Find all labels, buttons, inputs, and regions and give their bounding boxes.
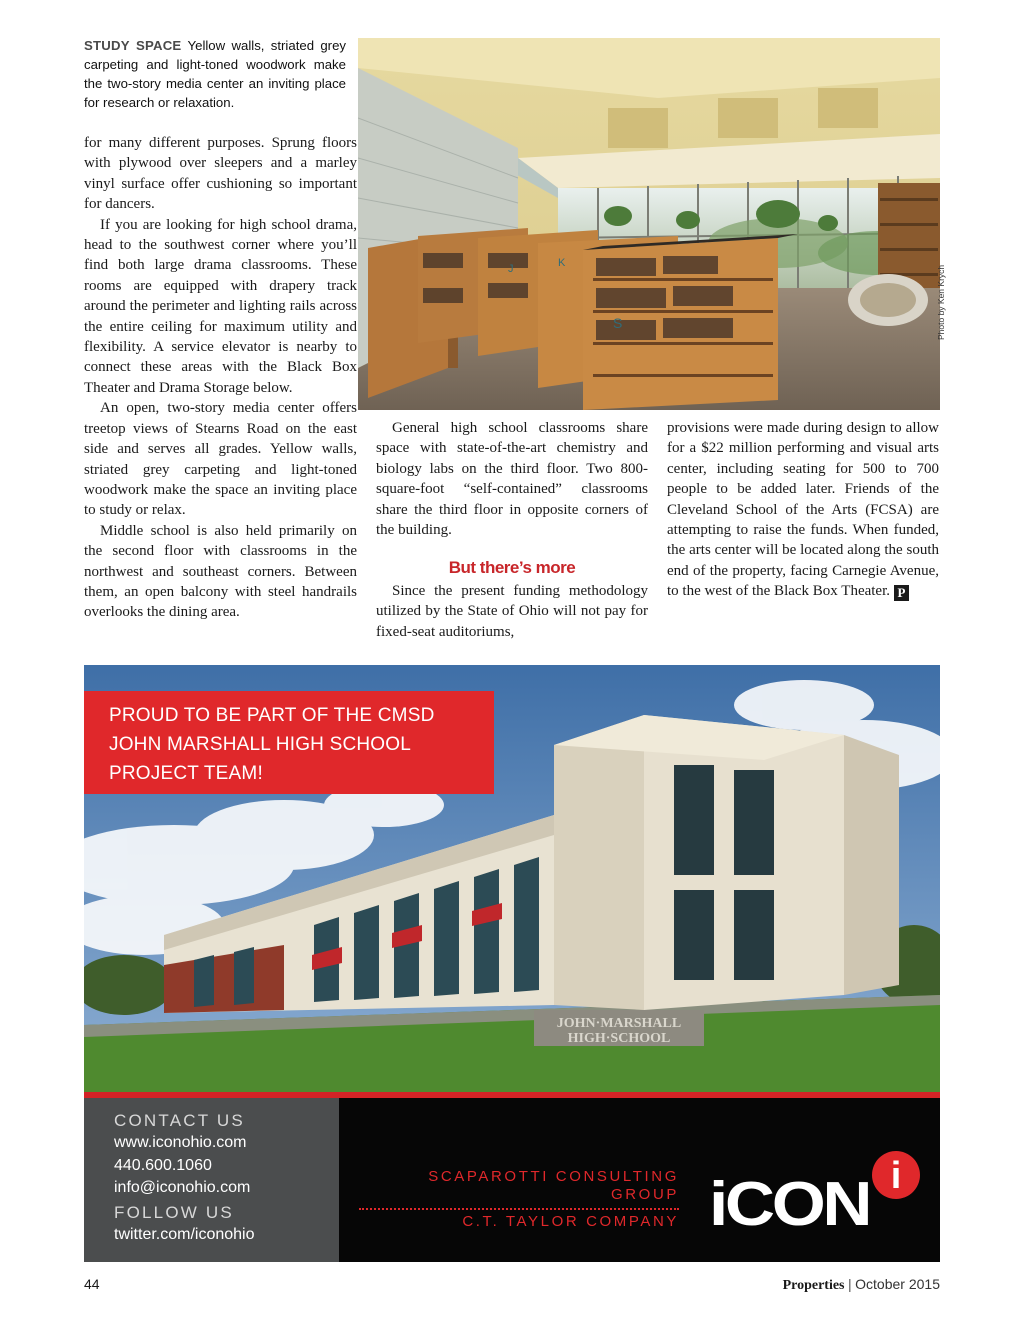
phone-number: 440.600.1060: [114, 1156, 212, 1174]
shelf-letter-k: K: [558, 257, 566, 269]
photo-caption: [84, 36, 346, 112]
icon-advertisement: [84, 665, 940, 1262]
photo-credit: Photo by Ken Krych: [936, 264, 946, 340]
col2-paragraph: Since the present funding methodology utilized by the State of Ohio will not pay for fixed-seat auditoriums,: [376, 582, 648, 640]
follow-heading: FOLLOW US: [114, 1202, 234, 1222]
email-link[interactable]: info@iconohio.com: [114, 1179, 251, 1196]
end-mark: P: [894, 585, 909, 601]
col1-paragraph: for many different purposes. Sprung floors with plywood over sleepers and a marley vinyl surface offer cushioning so important for dancers.: [84, 135, 357, 213]
article-column-3: [667, 418, 939, 602]
col2-paragraph: General high school classrooms share space with state-of-the-art chemistry and biology labs on the third floor. Two 800-square-foot “self-contained” classrooms share the third floor in opposite corners of the building.: [376, 420, 648, 539]
school-sign-line-1: JOHN·MARSHALL: [556, 1016, 682, 1031]
article-column-1: [84, 133, 357, 623]
issue-date: October 2015: [855, 1276, 940, 1292]
ad-logo-panel: [339, 1098, 940, 1262]
page-footer: [700, 1276, 940, 1294]
twitter-link[interactable]: twitter.com/iconohio: [114, 1225, 255, 1243]
banner-line: PROUD TO BE PART OF THE CMSD: [109, 705, 435, 726]
section-subhead: But there’s more: [448, 558, 576, 578]
col1-paragraph: Middle school is also held primarily on the second floor with classrooms in the northwest and southeast corners. Between them, an open balcony with steel handrails overlooks the dining area.: [84, 522, 357, 621]
contact-heading: CONTACT US: [114, 1111, 245, 1130]
publication-name: Properties: [782, 1278, 845, 1293]
page-number: 44: [84, 1276, 100, 1292]
footer-separator: |: [848, 1276, 852, 1292]
website-link[interactable]: www.iconohio.com: [114, 1134, 247, 1151]
col1-paragraph: If you are looking for high school drama, head to the southwest corner where you’ll find both large drama classrooms. These rooms are equipped with drapery track around the perimeter and lighting rails across the entire ceiling for maximum utility and flexibility. A service elevator is nearby to connect these areas with the Black Box Theater and Drama Storage below.: [84, 216, 357, 396]
consulting-names: [359, 1168, 679, 1232]
ad-contact-panel: [84, 1098, 339, 1262]
caption-text: Yellow walls, striated grey carpeting and light-toned woodwork make the two-story media center an inviting place for research or relaxation.: [84, 38, 346, 110]
banner-line: PROJECT TEAM!: [109, 763, 263, 784]
shelf-letter-s: S: [613, 315, 623, 331]
col1-paragraph: An open, two-story media center offers treetop views of Stearns Road on the east side and serves all grades. Yellow walls, striated grey carpeting and light-toned woodwork make the space an inviting place to study or relax.: [84, 400, 357, 519]
icon-logo-word: iCON: [709, 1170, 870, 1239]
consulting-line-2: C.T. TAYLOR COMPANY: [462, 1213, 679, 1230]
school-sign-line-2: HIGH·SCHOOL: [567, 1031, 671, 1046]
caption-lead: STUDY SPACE: [84, 38, 182, 53]
consulting-line-1: SCAPAROTTI CONSULTING GROUP: [359, 1168, 679, 1210]
ad-banner: [84, 691, 494, 794]
banner-line: JOHN MARSHALL HIGH SCHOOL: [109, 734, 412, 755]
shelf-letter-j: J: [508, 263, 514, 275]
media-center-photo: [358, 38, 940, 410]
logo-badge-letter: i: [890, 1155, 902, 1197]
col3-text: provisions were made during design to allow for a $22 million performing and visual arts center, including seating for 500 to 700 people to be added later. Friends of the Cleveland School of the Arts (FCSA) are attempting to raise the funds. When funded, the arts center will be located along the south end of the property, facing Carnegie Avenue, to the west of the Black Box Theater.: [667, 420, 939, 600]
col3-paragraph: [667, 418, 939, 602]
icon-logo-badge-icon: [871, 1150, 921, 1200]
article-column-2: [376, 418, 648, 642]
media-center-illustration: [358, 38, 940, 410]
